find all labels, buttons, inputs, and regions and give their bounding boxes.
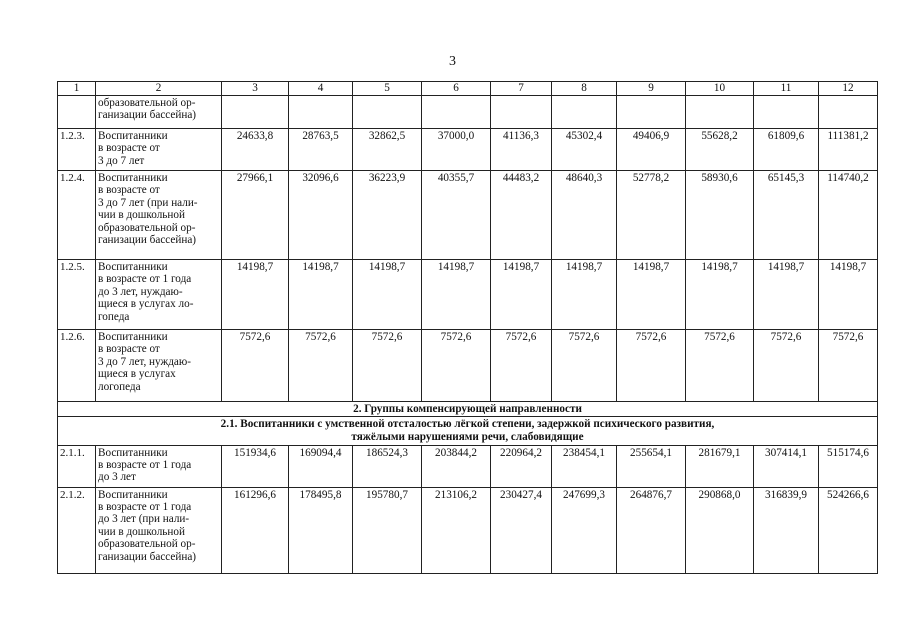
value-cell: 52778,2 (617, 171, 686, 260)
column-header: 1 (58, 82, 96, 96)
value-cell: 7572,6 (686, 330, 754, 402)
row-code: 1.2.5. (58, 260, 96, 330)
value-cell: 32096,6 (289, 171, 353, 260)
code-cell (58, 96, 96, 129)
value-cell: 65145,3 (754, 171, 819, 260)
value-cell: 307414,1 (754, 445, 819, 487)
description-cell: образовательной ор- ганизации бассейна) (96, 96, 222, 129)
subsection-heading-row (58, 417, 878, 445)
value-cell: 28763,5 (289, 129, 353, 171)
row-description: Воспитанники в возрасте от 1 года до 3 лет (96, 445, 222, 487)
value-cell: 14198,7 (686, 260, 754, 330)
column-header: 10 (686, 82, 754, 96)
table-row (58, 445, 878, 487)
row-description: Воспитанники в возрасте от 3 до 7 лет, нуждаю- щиеся в услугах логопеда (96, 330, 222, 402)
value-cell: 7572,6 (552, 330, 617, 402)
column-header: 7 (491, 82, 552, 96)
row-code: 2.1.1. (58, 445, 96, 487)
page-number: 3 (449, 54, 456, 69)
value-cell: 61809,6 (754, 129, 819, 171)
column-header: 6 (422, 82, 491, 96)
row-code: 1.2.6. (58, 330, 96, 402)
value-cell: 37000,0 (422, 129, 491, 171)
row-description: Воспитанники в возрасте от 1 года до 3 лет, нуждаю- щиеся в услугах ло- гопеда (96, 260, 222, 330)
value-cell: 14198,7 (353, 260, 422, 330)
value-cell: 281679,1 (686, 445, 754, 487)
value-cell: 264876,7 (617, 487, 686, 573)
value-cell: 7572,6 (491, 330, 552, 402)
value-cell: 40355,7 (422, 171, 491, 260)
value-cell: 7572,6 (289, 330, 353, 402)
table-row (58, 330, 878, 402)
column-header: 8 (552, 82, 617, 96)
value-cell: 44483,2 (491, 171, 552, 260)
value-cell: 36223,9 (353, 171, 422, 260)
value-cell: 55628,2 (686, 129, 754, 171)
row-code: 2.1.2. (58, 487, 96, 573)
row-description: Воспитанники в возрасте от 3 до 7 лет (при нали- чии в дошкольной образовательной ор- ганизации бассейна) (96, 171, 222, 260)
table-row-continuation (58, 96, 878, 129)
column-header: 2 (96, 82, 222, 96)
value-cell: 7572,6 (617, 330, 686, 402)
value-cell: 14198,7 (754, 260, 819, 330)
value-cell: 220964,2 (491, 445, 552, 487)
value-cell: 48640,3 (552, 171, 617, 260)
value-cell: 230427,4 (491, 487, 552, 573)
value-cell: 45302,4 (552, 129, 617, 171)
value-cell: 515174,6 (819, 445, 878, 487)
tariff-table (57, 81, 878, 574)
value-cell: 290868,0 (686, 487, 754, 573)
value-cell: 178495,8 (289, 487, 353, 573)
value-cell: 213106,2 (422, 487, 491, 573)
value-cell: 114740,2 (819, 171, 878, 260)
column-header: 5 (353, 82, 422, 96)
value-cell: 14198,7 (422, 260, 491, 330)
value-cell: 151934,6 (222, 445, 289, 487)
subsection-heading: 2.1. Воспитанники с умственной отсталостью лёгкой степени, задержкой психического развития, тяжёлыми нарушениями речи, слабовидящие (58, 417, 878, 445)
value-cell: 14198,7 (617, 260, 686, 330)
row-code: 1.2.3. (58, 129, 96, 171)
value-cell: 7572,6 (222, 330, 289, 402)
value-cell: 32862,5 (353, 129, 422, 171)
row-code: 1.2.4. (58, 171, 96, 260)
value-cell: 316839,9 (754, 487, 819, 573)
value-cell: 169094,4 (289, 445, 353, 487)
section-heading: 2. Группы компенсирующей направленности (58, 402, 878, 417)
column-header: 12 (819, 82, 878, 96)
value-cell: 7572,6 (353, 330, 422, 402)
value-cell: 238454,1 (552, 445, 617, 487)
table-header-row (58, 82, 878, 96)
value-cell: 7572,6 (754, 330, 819, 402)
value-cell: 203844,2 (422, 445, 491, 487)
value-cell: 24633,8 (222, 129, 289, 171)
value-cell: 524266,6 (819, 487, 878, 573)
section-heading-row (58, 402, 878, 417)
row-description: Воспитанники в возрасте от 3 до 7 лет (96, 129, 222, 171)
value-cell: 14198,7 (289, 260, 353, 330)
value-cell: 7572,6 (422, 330, 491, 402)
value-cell: 41136,3 (491, 129, 552, 171)
column-header: 9 (617, 82, 686, 96)
value-cell: 7572,6 (819, 330, 878, 402)
value-cell: 14198,7 (552, 260, 617, 330)
value-cell: 49406,9 (617, 129, 686, 171)
value-cell: 14198,7 (819, 260, 878, 330)
value-cell: 255654,1 (617, 445, 686, 487)
value-cell: 14198,7 (491, 260, 552, 330)
value-cell: 14198,7 (222, 260, 289, 330)
column-header: 3 (222, 82, 289, 96)
value-cell: 27966,1 (222, 171, 289, 260)
value-cell: 195780,7 (353, 487, 422, 573)
table-row (58, 171, 878, 260)
value-cell: 58930,6 (686, 171, 754, 260)
value-cell: 247699,3 (552, 487, 617, 573)
value-cell: 186524,3 (353, 445, 422, 487)
row-description: Воспитанники в возрасте от 1 года до 3 лет (при нали- чии в дошкольной образовательной ор- ганизации бассейна) (96, 487, 222, 573)
table-row (58, 260, 878, 330)
value-cell: 111381,2 (819, 129, 878, 171)
table-row (58, 487, 878, 573)
table-row (58, 129, 878, 171)
column-header: 4 (289, 82, 353, 96)
value-cell: 161296,6 (222, 487, 289, 573)
column-header: 11 (754, 82, 819, 96)
